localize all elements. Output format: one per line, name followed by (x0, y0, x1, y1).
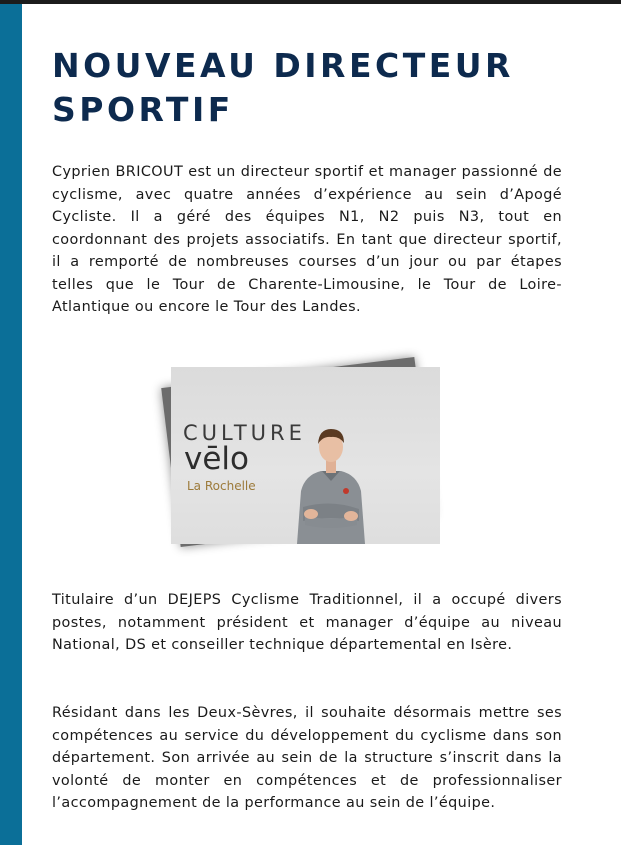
paragraph-intro: Cyprien BRICOUT est un directeur sportif et manager passionné de cyclisme, avec quatre années d’expérience au sein d’Apogé Cycliste. Il a géré des équipes N1, N2 puis N3, tout en coordonnant des projets associatifs. En tant que directeur sportif, il a remporté de nombreuses courses d’un jour ou par étapes telles que le Tour de Charente-Limousine, le Tour de Loire-Atlantique ou encore le Tour des Landes. (52, 164, 562, 315)
logo-culture-text: CULTURE (183, 421, 306, 445)
article-title: NOUVEAU DIRECTEUR SPORTIF (52, 46, 514, 129)
paragraph-qualifications: Titulaire d’un DEJEPS Cyclisme Traditionnel, il a occupé divers postes, notamment président et manager d’équipe au niveau National, DS et conseiller technique départemental en Isère. (52, 592, 562, 653)
person-figure (291, 419, 371, 544)
logo-velo-text: vēlo (184, 441, 249, 477)
accent-sidebar (0, 4, 22, 845)
top-border (0, 0, 621, 4)
logo-city-text: La Rochelle (187, 479, 256, 493)
portrait-photo (171, 367, 440, 544)
paragraph-residence: Résidant dans les Deux-Sèvres, il souhaite désormais mettre ses compétences au service du développement du cyclisme dans son département. Son arrivée au sein de la structure s’inscrit dans la volonté de monter en compétences et de professionnaliser l’accompagnement de la performance au sein de l’équipe. (52, 705, 562, 811)
photo-frame (150, 350, 460, 550)
